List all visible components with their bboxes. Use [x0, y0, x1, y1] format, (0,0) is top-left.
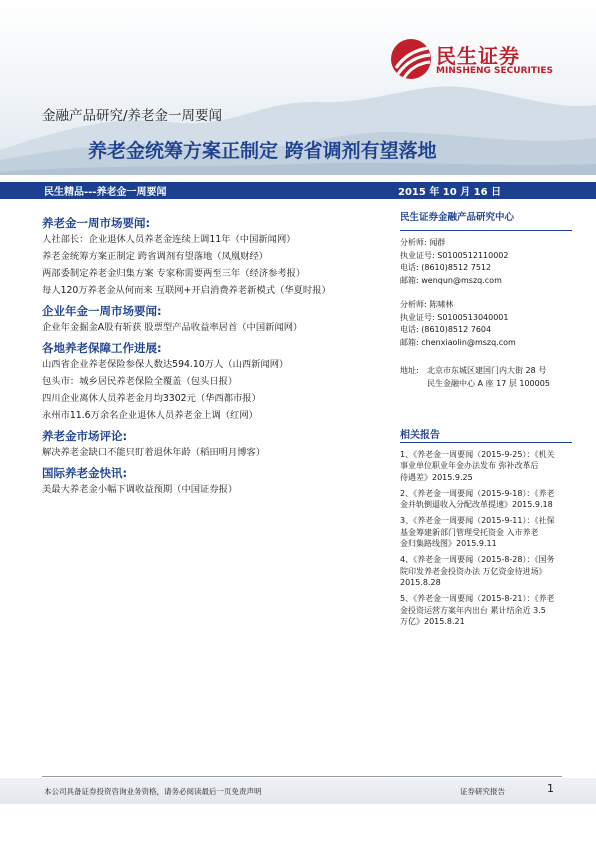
analyst-email[interactable]: 邮箱: chenxiaolin@mszq.com [400, 337, 516, 347]
section-heading: 国际养老金快讯: [42, 466, 128, 480]
news-sections [42, 211, 387, 498]
section-heading: 养老金一周市场要闻: [42, 216, 151, 230]
analyst-email[interactable]: 邮箱: wenqun@mszq.com [400, 275, 502, 285]
address-line: 北京市东城区建国门内大街 28 号 [427, 366, 547, 375]
brand-logo [390, 38, 565, 82]
analyst-phone: 电话: (8610)8512 7604 [400, 325, 492, 334]
divider [400, 230, 572, 231]
related-report-line: 2、《养老金一周要闻（2015-9-18）：《养老 [400, 488, 555, 498]
news-item: 每人120万养老金从何而来 互联网+开启消费养老新模式（华夏时报） [42, 285, 331, 296]
analyst-name: 分析师: 闻群 [400, 238, 446, 247]
related-reports-heading: 相关报告 [400, 430, 440, 441]
related-report-line: 4、《养老金一周要闻（2015-8-28）：《国务 [400, 555, 555, 565]
section-enterprise-annuity [42, 303, 387, 336]
related-reports-list [400, 449, 572, 632]
related-report-line: 万亿》2015.8.21 [400, 616, 465, 626]
related-report-item[interactable] [400, 449, 572, 483]
related-report-line: 院印发养老金投资办法 万亿资金待进场》 [400, 566, 547, 576]
related-report-line: 金投资运营方案年内出台 累计结余近 3.5 [400, 605, 546, 615]
divider [400, 442, 572, 443]
brand-name-cn: 民生证券 [436, 44, 520, 68]
research-institute-name: 民生证券金融产品研究中心 [400, 212, 515, 223]
related-report-item[interactable] [400, 593, 572, 627]
related-report-item[interactable] [400, 554, 572, 588]
analyst-license: 执业证号: S0100513040001 [400, 312, 509, 322]
related-report-line: 金归集路线图》2015.9.11 [400, 539, 497, 549]
related-report-line: 5、《养老金一周要闻（2015-8-21）：《养老 [400, 594, 555, 604]
news-item: 企业年金掘金A股有斩获 股票型产品收益率居首（中国新闻网） [42, 322, 303, 333]
report-series-label: 金融产品研究/养老金一周要闻 [42, 108, 223, 124]
news-item: 山西省企业养老保险参保人数达594.10万人（山西新闻网） [42, 359, 289, 370]
section-heading: 企业年金一周市场要闻: [42, 304, 162, 318]
address-line: 民生金融中心 A 座 17 层 100005 [427, 378, 550, 388]
report-title: 养老金统筹方案正制定 跨省调剂有望落地 [88, 140, 437, 162]
address-label: 地址: [400, 366, 419, 375]
page-number: 1 [547, 782, 554, 795]
related-report-line: 基金筹建新部门管理受托资金 入市养老 [400, 527, 539, 537]
analyst-phone: 电话: (8610)8512 7512 [400, 263, 492, 272]
brand-name-en: MINSHENG SECURITIES [436, 66, 553, 76]
band-series-text: 民生精品---养老金一周要闻 [44, 187, 167, 198]
section-international-news [42, 465, 387, 498]
footer-disclaimer: 本公司具备证券投资咨询业务资格，请务必阅读最后一页免责声明 [44, 787, 262, 796]
section-regional-progress [42, 340, 387, 424]
analyst-block [400, 299, 570, 349]
related-report-item[interactable] [400, 488, 572, 511]
section-heading: 养老金市场评论: [42, 429, 128, 443]
related-report-line: 金并轨倒逼收入分配改革提速》2015.9.18 [400, 500, 553, 510]
related-report-line: 事业单位职业年金办法发布 弥补改革后 [400, 461, 539, 471]
analyst-name: 分析师: 陈啸林 [400, 300, 454, 309]
minsheng-logo-icon [390, 38, 432, 80]
section-weekly-market-news [42, 215, 387, 299]
news-item: 包头市：城乡居民养老保险全覆盖（包头日报） [42, 376, 238, 387]
related-report-line: 1、《养老金一周要闻（2015-9-25）：《机关 [400, 450, 555, 459]
report-date: 2015 年 10 月 16 日 [398, 187, 502, 198]
news-item: 美最大养老金小幅下调收益预期（中国证券报） [42, 484, 238, 495]
news-item: 人社部长：企业退休人员养老金连续上调11年（中国新闻网） [42, 234, 296, 245]
related-report-item[interactable] [400, 515, 572, 549]
related-report-line: 3、《养老金一周要闻（2015-9-11）：《社保 [400, 516, 555, 526]
analyst-sidebar [400, 210, 570, 349]
analyst-block [400, 237, 570, 287]
news-item: 永州市11.6万余名企业退休人员养老金上调（红网） [42, 410, 258, 421]
news-item: 养老金统筹方案正制定 跨省调剂有望落地（凤凰财经） [42, 251, 269, 262]
address-block [400, 365, 550, 390]
section-market-commentary [42, 428, 387, 461]
spacer [400, 287, 570, 299]
footer-divider [42, 776, 562, 777]
footer-doc-type: 证券研究报告 [460, 787, 505, 796]
section-heading: 各地养老保障工作进展: [42, 341, 162, 355]
news-item: 解决养老金缺口不能只盯着退休年龄（稻田明月博客） [42, 447, 266, 458]
related-report-line: 待遇差》2015.9.25 [400, 472, 473, 482]
news-item: 两部委制定养老金归集方案 专家称需要两至三年（经济参考报） [42, 268, 306, 279]
analyst-license: 执业证号: S0100512110002 [400, 250, 509, 260]
related-report-line: 2015.8.28 [400, 577, 441, 587]
news-item: 四川企业离休人员养老金月均3302元（华西都市报） [42, 393, 261, 404]
